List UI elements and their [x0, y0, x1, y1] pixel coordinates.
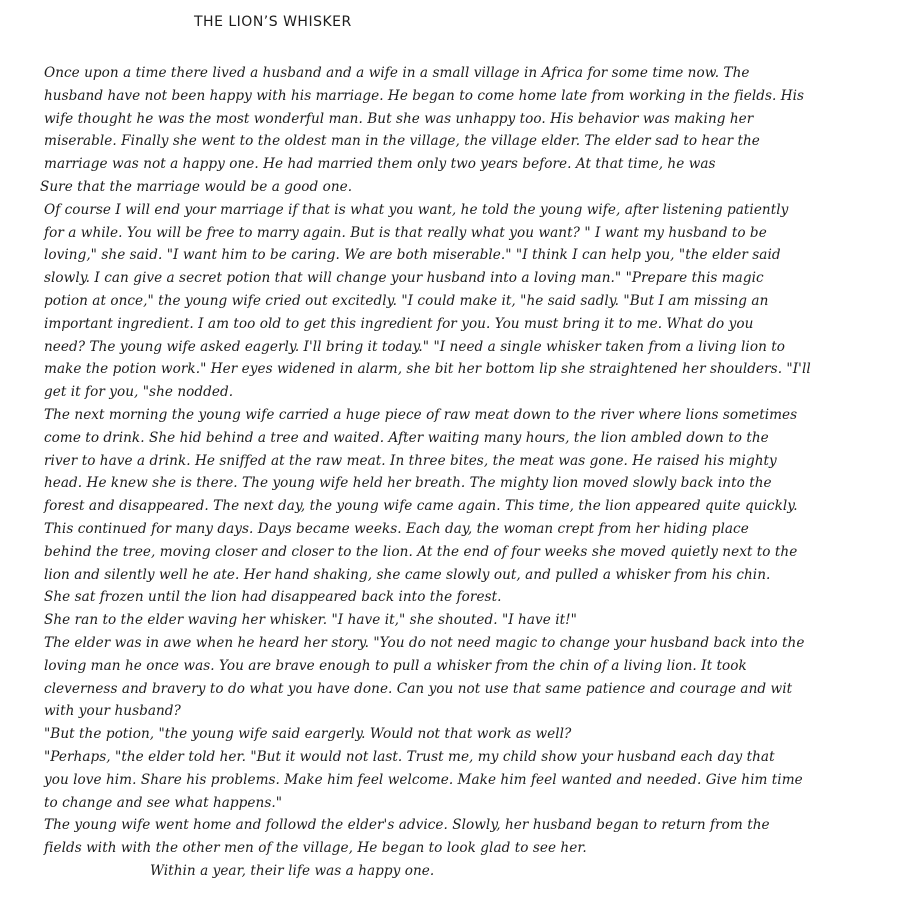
- text-line: marriage was not a happy one. He had married them only two years before. At that time, he was: [44, 156, 716, 173]
- text-line: slowly. I can give a secret potion that will change your husband into a loving man." "Prepare this magic: [44, 270, 764, 287]
- text-line: you love him. Share his problems. Make him feel welcome. Make him feel wanted and needed. Give him time: [44, 771, 803, 788]
- text-line: Within a year, their life was a happy one.: [150, 862, 435, 879]
- document-title: THE LION’S WHISKER: [194, 14, 352, 30]
- text-line: fields with with the other men of the village, He began to look glad to see her.: [44, 840, 587, 857]
- text-line: make the potion work." Her eyes widened in alarm, she bit her bottom lip she straightened her shoulders. "I'll: [44, 361, 811, 378]
- text-line: lion and silently well he ate. Her hand shaking, she came slowly out, and pulled a whisker from his chin.: [44, 566, 771, 583]
- text-line: Once upon a time there lived a husband and a wife in a small village in Africa for some time now. The: [44, 65, 750, 81]
- text-line: to change and see what happens.": [44, 794, 283, 811]
- text-line: loving," she said. "I want him to be caring. We are both miserable." "I think I can help you, "the elder said: [44, 247, 781, 264]
- text-line: She sat frozen until the lion had disappeared back into the forest.: [44, 589, 502, 606]
- text-line: The elder was in awe when he heard her story. "You do not need magic to change your husband back into the: [44, 634, 805, 651]
- text-line: loving man he once was. You are brave enough to pull a whisker from the chin of a living lion. It took: [44, 657, 747, 674]
- text-line: The next morning the young wife carried a huge piece of raw meat down to the river where lions sometimes: [44, 406, 798, 423]
- text-line: forest and disappeared. The next day, the young wife came again. This time, the lion appeared quite quickly.: [44, 498, 798, 515]
- text-line: get it for you, "she nodded.: [44, 384, 234, 401]
- text-line: Of course I will end your marriage if that is what you want, he told the young wife, after listening patiently: [44, 201, 789, 218]
- text-line: important ingredient. I am too old to get this ingredient for you. You must bring it to me. What do you: [44, 315, 754, 332]
- text-line: Sure that the marriage would be a good one.: [40, 178, 353, 195]
- text-line: This continued for many days. Days became weeks. Each day, the woman crept from her hiding place: [44, 520, 749, 537]
- text-line: need? The young wife asked eagerly. I'll bring it today." "I need a single whisker taken from a living lion to: [44, 338, 785, 355]
- text-line: potion at once," the young wife cried out excitedly. "I could make it, "he said sadly. "But I am missing an: [44, 292, 769, 309]
- text-line: with your husband?: [44, 703, 181, 720]
- text-line: husband have not been happy with his marriage. He began to come home late from working in the fields. His: [44, 87, 805, 104]
- text-line: She ran to the elder waving her whisker. "I have it," she shouted. "I have it!": [44, 612, 577, 629]
- text-line: for a while. You will be free to marry again. But is that really what you want? " I want my husband to be: [44, 224, 767, 241]
- text-line: miserable. Finally she went to the oldest man in the village, the village elder. The elder sad to hear the: [44, 133, 760, 150]
- text-line: head. He knew she is there. The young wife held her breath. The mighty lion moved slowly back into the: [44, 475, 772, 492]
- text-line: "Perhaps, "the elder told her. "But it would not last. Trust me, my child show your husband each day that: [44, 748, 775, 765]
- text-line: come to drink. She hid behind a tree and waited. After waiting many hours, the lion ambled down to the: [44, 429, 769, 446]
- text-line: wife thought he was the most wonderful man. But she was unhappy too. His behavior was making her: [44, 110, 754, 127]
- text-line: The young wife went home and followd the elder's advice. Slowly, her husband began to return from the: [44, 817, 770, 834]
- story-text: [40, 62, 884, 883]
- text-line: cleverness and bravery to do what you have done. Can you not use that same patience and courage and wit: [44, 680, 793, 697]
- text-line: behind the tree, moving closer and closer to the lion. At the end of four weeks she moved quietly next to the: [44, 543, 798, 560]
- text-line: river to have a drink. He sniffed at the raw meat. In three bites, the meat was gone. He raised his mighty: [44, 452, 777, 469]
- text-line: "But the potion, "the young wife said eargerly. Would not that work as well?: [44, 726, 572, 743]
